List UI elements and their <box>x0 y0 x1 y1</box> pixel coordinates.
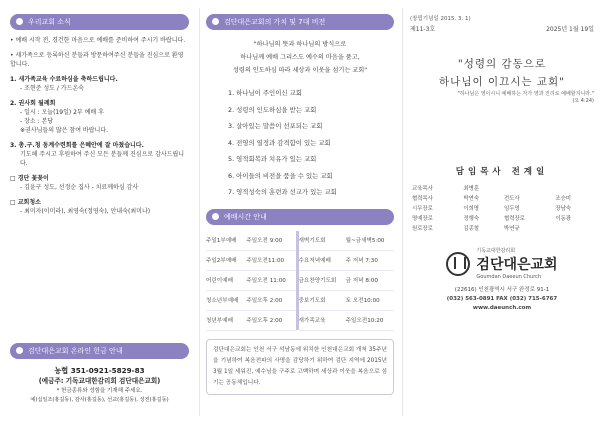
table-row <box>410 193 594 203</box>
welcome-item-1: • 예배 시작 전, 경건한 마음으로 예배를 준비하여 주시기 바랍니다. <box>10 37 186 44</box>
vision-item: 1. 하나님이 주인이신 교회 <box>228 89 302 97</box>
staff-cell <box>553 223 594 233</box>
news-3-head: 3. 총.구.청 동계수련회를 은혜안에 잘 마쳤습니다. <box>10 142 144 149</box>
theme-line-2: 하나님이 이끄시는 교회" <box>439 76 565 88</box>
website: www.daeunch.com <box>472 305 532 311</box>
church-news-title: 우리교회 소식 <box>28 18 71 26</box>
issue-number: 제11-3호 <box>410 26 436 33</box>
schedule-cell: 금 저녁 8:00 <box>346 270 394 290</box>
schedule-cell: 수요저녁예배 <box>299 250 346 270</box>
schedule-cell: 금요찬양기도회 <box>299 270 346 290</box>
left-panel <box>0 0 197 424</box>
news-1-head: 1. 새가족교육 수료하심을 축하드립니다. <box>10 76 118 83</box>
staff-cell: 임두영 <box>503 206 520 212</box>
schedule-cell: 주일오전10:20 <box>346 310 394 330</box>
vision-list <box>206 85 394 201</box>
schedule-cell: 월~금새벽5:00 <box>346 231 394 251</box>
bullet-dot-icon <box>212 18 219 25</box>
welcome-item-2: • 새가족으로 등록하신 분들과 방문하여주신 분들을 진심으로 환영합니다. <box>10 52 184 68</box>
right-panel <box>404 0 600 424</box>
staff-cell: 박연규 <box>503 226 520 232</box>
staff-cell: 정행숙 <box>463 216 480 222</box>
church-name-english: Goumdan Daeeun Church <box>476 274 542 280</box>
issue-row <box>410 24 594 33</box>
account-holder: (예금주: 기독교대한감리회 검단대은교회) <box>38 377 161 385</box>
mission-line-2: 하나님께 예배 그리스도 예수의 마음을 품고, <box>240 54 360 61</box>
church-name: 검단대은교회 <box>476 257 558 273</box>
schedule-section <box>206 209 394 331</box>
table-row <box>206 231 394 251</box>
staff-cell: 이희명 <box>463 206 480 212</box>
offering-example: 예)십일조(홍길동), 감사(홍길동), 선교(홍길동), 성전(홍길동) <box>30 397 169 403</box>
offering-section <box>10 343 189 405</box>
contact-info <box>410 286 594 313</box>
church-intro: 검단대은교회는 인천 서구 석남동에 위치한 인천대은교회 개척 35주년을 기념하여 복음전파의 사명을 감당하기 위하여 검단 지역에 2015년 3월 1일 세워진, 예수님을 구주로 고백하며 세상과 이웃을 복음으로 섬기는 공동체입니다. <box>206 339 394 395</box>
theme-line-1: "성령의 감동으로 <box>457 58 547 70</box>
news-2-head: 2. 권사회 월례회 <box>10 100 56 107</box>
middle-panel <box>200 0 400 424</box>
schedule-cell: 주일오전11:00 <box>246 250 295 270</box>
flowers-line: - 김윤구 성도, 선정순 집사 - 치료께하심 감사 <box>20 184 139 191</box>
schedule-cell: 새벽기도회 <box>299 231 346 251</box>
schedule-cell: 청소년부예배 <box>206 290 246 310</box>
offering-header <box>10 343 189 359</box>
schedule-cell: 청년부예배 <box>206 310 246 330</box>
verse-reference: (요 4:24) <box>572 98 594 104</box>
verse-text: "하나님은 영이시니 예배하는 자가 영과 진리로 예배할지니라." <box>457 91 594 97</box>
cleaning-line: - 최미자(이미라), 최영숙(정영숙), 안내숙(최미나) <box>20 208 151 215</box>
bulletin-date: 2025년 1월 19일 <box>546 26 594 33</box>
vision-item: 5. 영적회복과 치유가 있는 교회 <box>228 155 317 163</box>
offering-title: 검단대은교회 온라인 헌금 안내 <box>28 347 123 355</box>
bullet-dot-icon <box>16 347 23 354</box>
staff-cell: 시무장로 <box>412 206 433 212</box>
staff-cell <box>553 183 594 193</box>
phone-fax: (032) 563-0891 FAX (032) 715-6767 <box>446 296 558 302</box>
staff-cell: 전도사 <box>503 196 520 202</box>
schedule-table <box>206 231 394 331</box>
staff-cell: 원로장로 <box>412 226 433 232</box>
schedule-cell: 토 오전10:00 <box>346 290 394 310</box>
vision-item: 4. 전영의 열정과 감격함이 있는 교회 <box>228 138 331 147</box>
cleaning-head: □ 교회청소 <box>10 199 41 206</box>
theme-title <box>410 55 594 91</box>
news-2-line-3: ※권사님들의 많은 참여 바랍니다. <box>20 127 109 134</box>
staff-cell: 협력목사 <box>412 196 433 202</box>
flowers-head: □ 경단 꽃꽂이 <box>10 175 49 182</box>
address: (22616) 인천광역시 서구 완정로 91-1 <box>454 287 550 293</box>
vision-item: 6. 아이들의 비전을 품을 수 있는 교회 <box>228 171 333 180</box>
mission-line-1: "하나님의 뜻과 하나님의 방식으로 <box>253 41 347 48</box>
senior-pastor: 담임목사 전계일 <box>455 167 549 177</box>
schedule-cell: 새가족교육 <box>299 310 346 330</box>
founded-date: (창립기념일 2015. 3. 1) <box>410 16 471 22</box>
staff-cell: 김종철 <box>463 226 480 232</box>
mission-statement <box>206 38 394 77</box>
church-emblem-icon <box>446 252 470 276</box>
staff-cell: 박연숙 <box>463 196 480 202</box>
church-news-header <box>10 14 189 30</box>
news-2-line-2: - 장소 : 본당 <box>20 118 54 125</box>
staff-cell: 조승미 <box>555 196 571 202</box>
staff-cell: 교육목사 <box>412 186 433 192</box>
bullet-dot-icon <box>16 18 23 25</box>
schedule-cell: 주일오후 2:00 <box>246 310 295 330</box>
schedule-cell: 중보기도회 <box>299 290 346 310</box>
staff-cell: 협력장로 <box>503 216 525 222</box>
staff-cell: 명예장로 <box>412 216 433 222</box>
vision-item: 7. 영적성숙의 훈련과 선교가 있는 교회 <box>228 188 337 196</box>
news-2-line-1: - 일시 : 오늘(19일) 2부 예배 후 <box>20 109 104 116</box>
bullet-dot-icon <box>212 213 219 220</box>
offering-note: * 헌금종류와 성함을 기재해 주세요. <box>56 388 143 394</box>
table-row <box>410 183 594 193</box>
table-row <box>410 203 594 213</box>
schedule-cell: 주일오전 11:00 <box>246 270 295 290</box>
church-logo <box>410 247 594 280</box>
staff-cell: 장남숙 <box>555 206 571 212</box>
table-row <box>206 270 394 290</box>
schedule-title: 예배시간 안내 <box>224 212 267 221</box>
schedule-cell: 주 저녁 7:30 <box>346 250 394 270</box>
table-row <box>410 223 594 233</box>
schedule-cell: 주일오후 2:00 <box>246 290 295 310</box>
vision-item: 2. 성령의 인도하심을 받는 교회 <box>228 105 317 114</box>
divider-right <box>402 8 403 416</box>
staff-cell <box>502 183 553 193</box>
vision-title: 검단대은교회의 가치 및 7대 비전 <box>224 18 326 26</box>
table-row <box>206 310 394 330</box>
staff-cell: 최병훈 <box>463 186 480 192</box>
vision-item: 3. 살아있는 말씀이 선포되는 교회 <box>228 122 323 130</box>
news-1-line: - 조현준 성도 / 가드온숙 <box>20 85 84 92</box>
table-row <box>206 250 394 270</box>
denomination: 기독교대한감리회 <box>476 248 516 254</box>
schedule-cell: 주일1부예배 <box>206 231 246 251</box>
table-row <box>206 290 394 310</box>
schedule-header <box>206 209 394 225</box>
mission-line-3: 성령의 인도하심 따라 세상과 이웃을 섬기는 교회" <box>232 67 368 74</box>
staff-cell: 이동광 <box>555 216 571 222</box>
schedule-cell: 주일2부예배 <box>206 250 246 270</box>
staff-table <box>410 183 594 233</box>
schedule-cell: 주일오전 9:00 <box>246 231 295 251</box>
news-3-line: 기도해 주시고 후원하여 주신 모든 분들께 진심으로 감사드립니다. <box>20 151 185 167</box>
bank-account: 농협 351-0921-5829-83 <box>54 366 145 375</box>
vision-header <box>206 14 394 30</box>
table-row <box>410 213 594 223</box>
schedule-cell: 어린이예배 <box>206 270 246 290</box>
